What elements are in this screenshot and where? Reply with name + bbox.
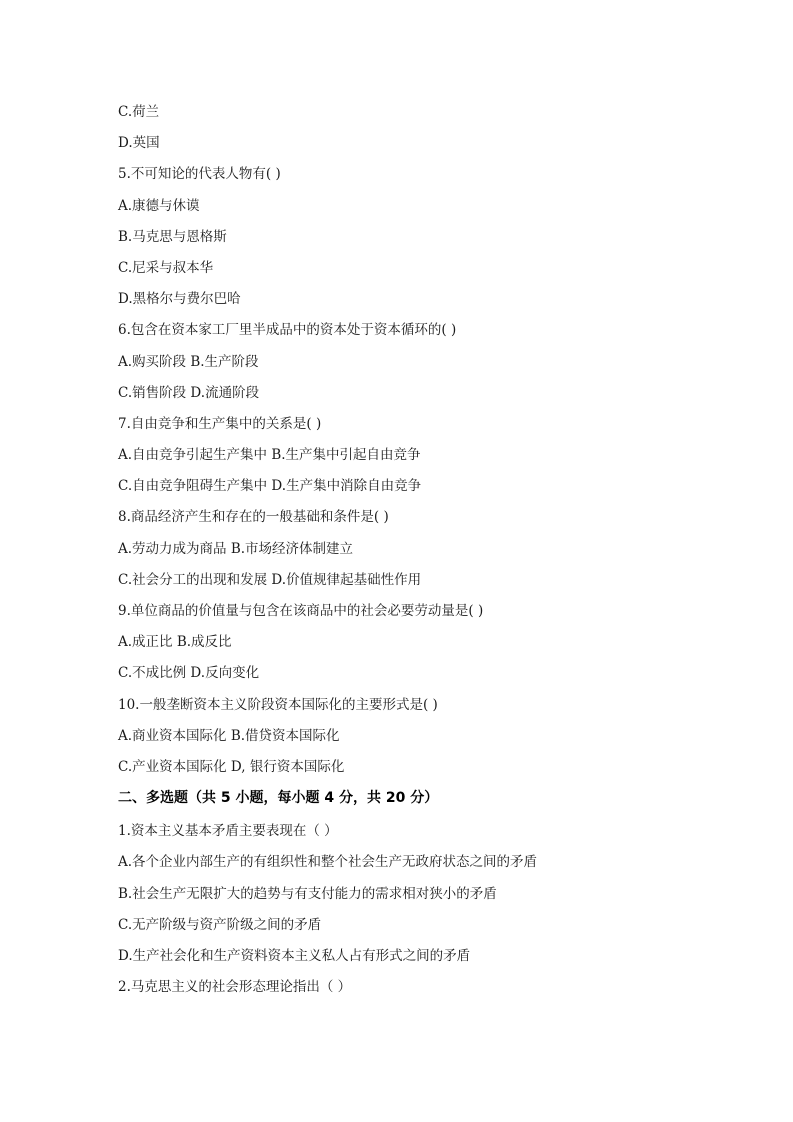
option-line: A.购买阶段 B.生产阶段 — [118, 353, 259, 370]
option-line: C.荷兰 — [118, 104, 160, 120]
option-line: A.康德与休谟 — [118, 197, 200, 214]
option-line: B.马克思与恩格斯 — [118, 228, 227, 245]
exam-content — [118, 102, 718, 1008]
question-line: 8.商品经济产生和存在的一般基础和条件是( ) — [118, 509, 389, 526]
option-line: C.无产阶级与资产阶级之间的矛盾 — [118, 916, 322, 933]
section-heading: 二、多选题（共 5 小题，每小题 4 分，共 20 分） — [118, 790, 439, 807]
option-line: A.成正比 B.成反比 — [118, 634, 232, 651]
option-line: A.商业资本国际化 B.借贷资本国际化 — [118, 727, 340, 744]
option-line: C.尼采与叔本华 — [118, 259, 214, 276]
option-line: D.生产社会化和生产资料资本主义私人占有形式之间的矛盾 — [118, 947, 471, 964]
question-line: 7.自由竞争和生产集中的关系是( ) — [118, 415, 322, 432]
question-line: 9.单位商品的价值量与包含在该商品中的社会必要劳动量是( ) — [118, 603, 484, 619]
option-line: D.英国 — [118, 135, 160, 152]
question-line: 6.包含在资本家工厂里半成品中的资本处于资本循环的( ) — [118, 322, 457, 339]
question-line: 1.资本主义基本矛盾主要表现在（ ） — [118, 823, 338, 840]
option-line: D.黑格尔与费尔巴哈 — [118, 291, 241, 308]
question-line: 2.马克思主义的社会形态理论指出（ ） — [118, 979, 352, 996]
option-line: C.社会分工的出现和发展 D.价值规律起基础性作用 — [118, 571, 422, 588]
option-line: C.不成比例 D.反向变化 — [118, 665, 260, 682]
option-line: B.社会生产无限扩大的趋势与有支付能力的需求相对狭小的矛盾 — [118, 885, 497, 902]
option-line: C.自由竞争阻碍生产集中 D.生产集中消除自由竞争 — [118, 478, 422, 495]
question-line: 10.一般垄断资本主义阶段资本国际化的主要形式是( ) — [118, 696, 438, 713]
option-line: A.劳动力成为商品 B.市场经济体制建立 — [118, 540, 354, 557]
option-line: A.自由竞争引起生产集中 B.生产集中引起自由竞争 — [118, 447, 421, 464]
option-line: C.销售阶段 D.流通阶段 — [118, 384, 260, 401]
option-line: C.产业资本国际化 D, 银行资本国际化 — [118, 758, 345, 775]
question-line: 5.不可知论的代表人物有( ) — [118, 166, 281, 183]
option-line: A.各个企业内部生产的有组织性和整个社会生产无政府状态之间的矛盾 — [118, 854, 538, 871]
